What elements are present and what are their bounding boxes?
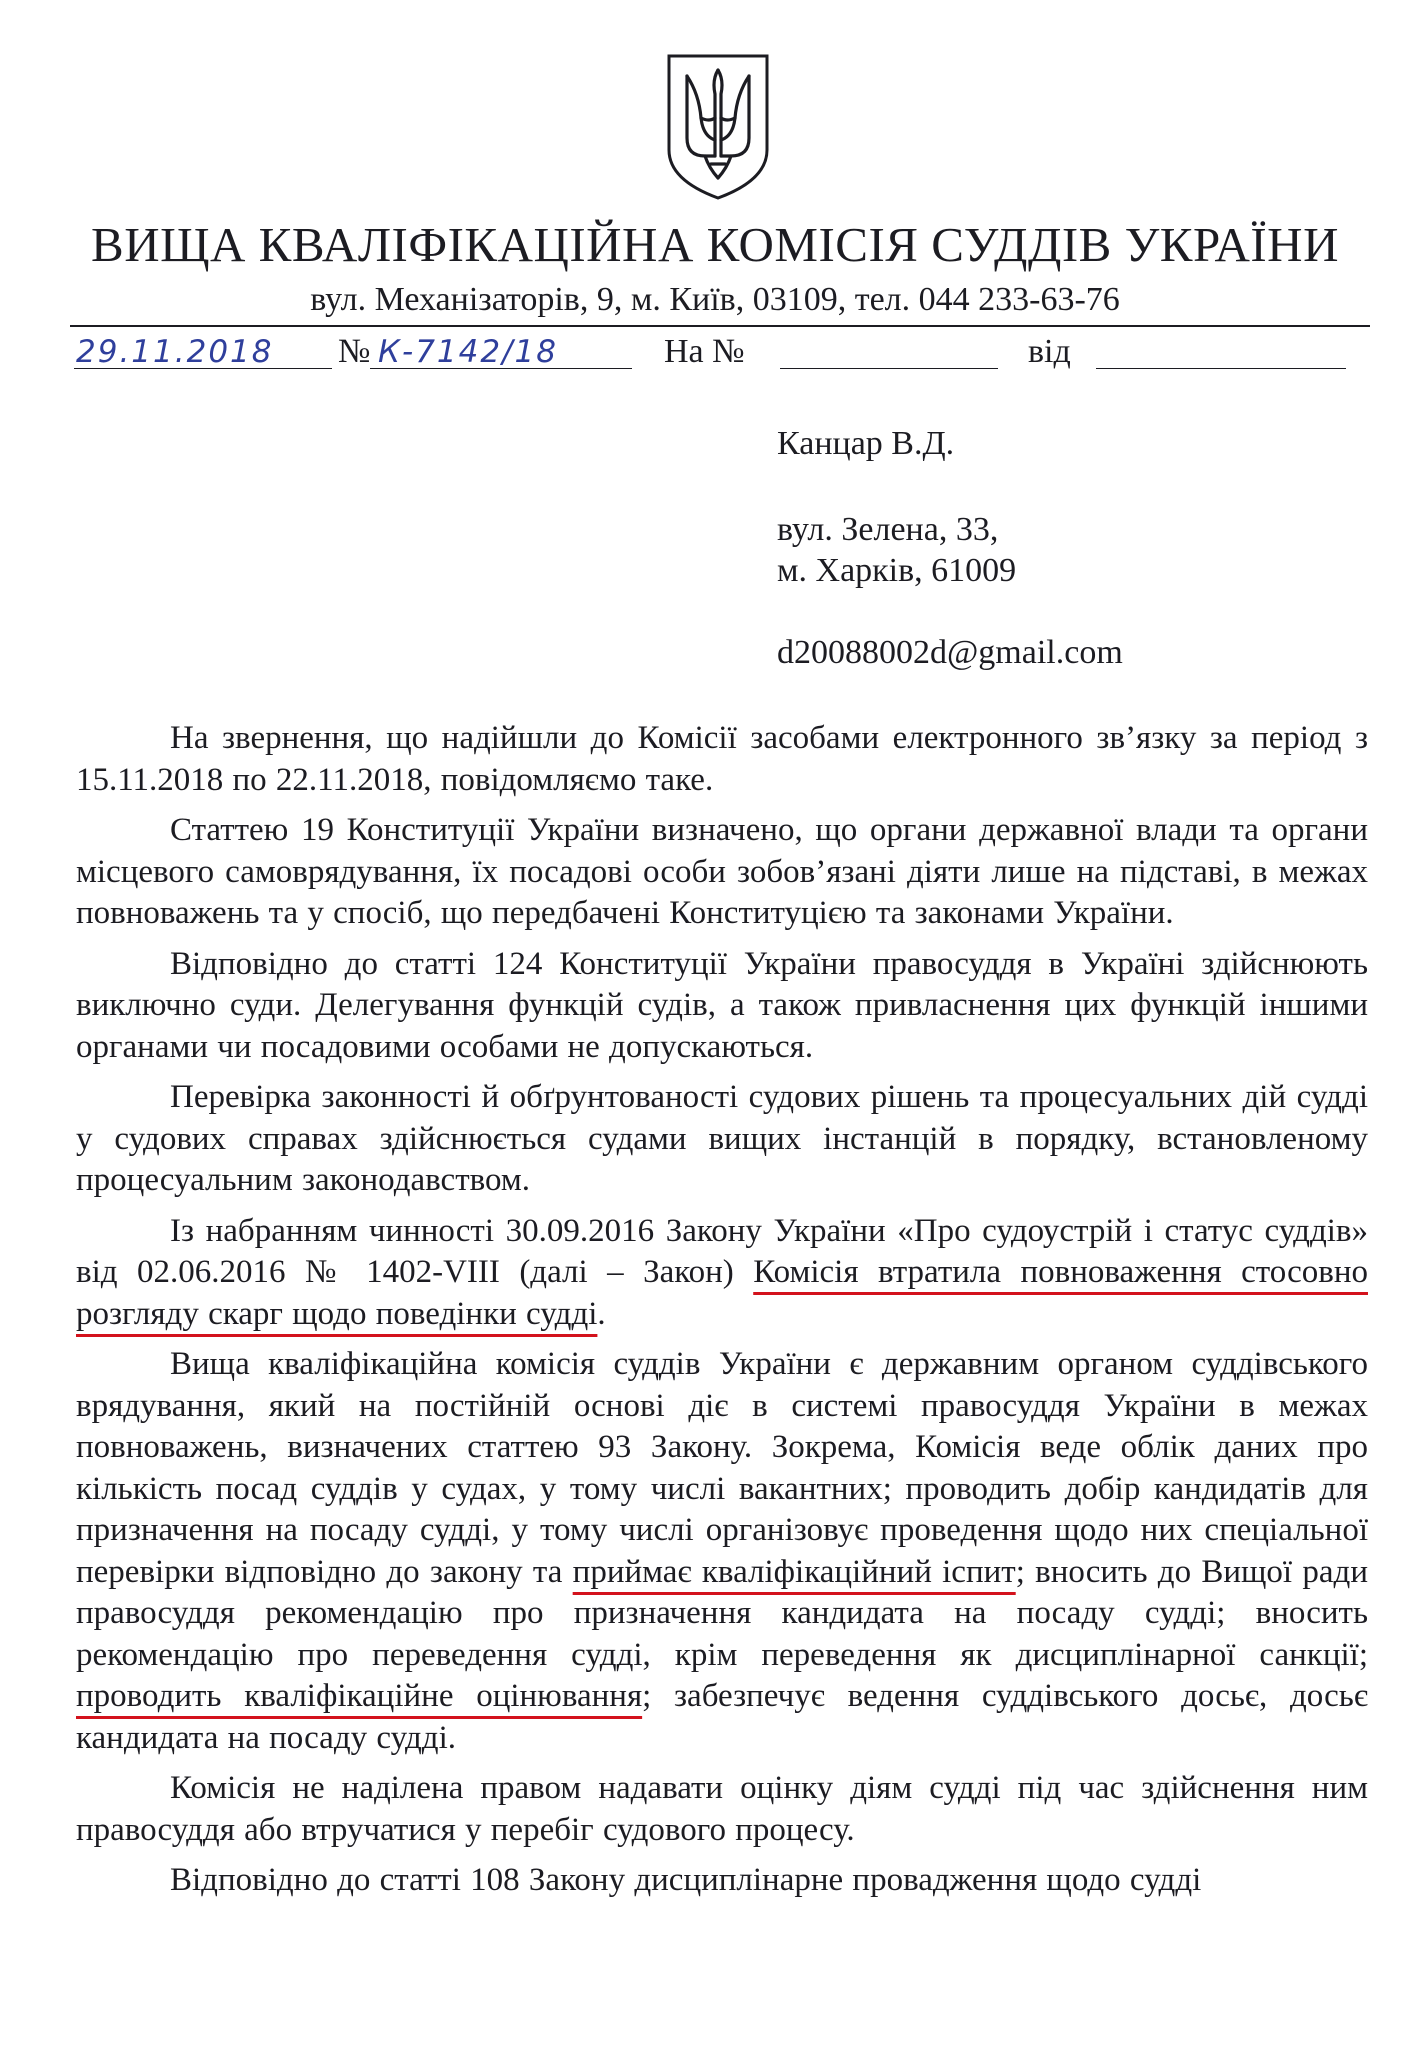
paragraph-6-text: Вища кваліфікаційна комісія суддів України є державним органом суддівського врядування, який на постійній основі діє в системі правосуддя України в межах повноважень, визначених статтею 93 Закону. Зокрема, Комісія веде облік даних про кількість посад суддів у судах, у тому числі вакантних; проводить добір кандидатів для призначення на посаду судді, у тому числі організовує проведення щодо них спеціальної перевірки відповідно до закону та [76, 1346, 1368, 1590]
paragraph-8: Відповідно до статті 108 Закону дисциплінарне провадження щодо судді [170, 1862, 1202, 1898]
paragraph-4: Перевірка законності й обґрунтованості судових рішень та процесуальних дій судді у судових справах здійснюється судами вищих інстанцій в порядку, встановленому процесуальним законодавством. [76, 1079, 1368, 1198]
date-line [74, 368, 332, 369]
coat-of-arms-icon [665, 52, 771, 202]
paragraph-5-text: Із набранням чинності 30.09.2016 Закону України «Про судоустрій і статус суддів» від 02.06.2016 № 1402-VIII (далі – Закон) [76, 1212, 1368, 1290]
recipient-name: Канцар В.Д. [777, 425, 955, 462]
organization-name: ВИЩА КВАЛІФІКАЦІЙНА КОМІСІЯ СУДДІВ УКРАЇНИ [91, 217, 1339, 272]
reply-date-line [1096, 368, 1346, 369]
page-bottom-edge [0, 2052, 1428, 2061]
organization-address: вул. Механізаторів, 9, м. Київ, 03109, тел. 044 233-63-76 [310, 281, 1120, 318]
highlighted-phrase-lost-powers: Комісія втратила повноваження стосовно розгляду скарг щодо поведінки судді [76, 1254, 1368, 1332]
highlighted-phrase-exam: приймає кваліфікаційний іспит [572, 1553, 1016, 1590]
paragraph-6 [76, 1344, 1368, 1759]
recipient-street: вул. Зелена, 33, [777, 511, 999, 548]
paragraph-7: Комісія не наділена правом надавати оцінку діям судді під час здійснення ним правосуддя або втручатися у перебіг судового процесу. [76, 1770, 1368, 1848]
reply-number-line [780, 368, 998, 369]
paragraph-2: Статтею 19 Конституції України визначено, що органи державної влади та органи місцевого самоврядування, їх посадові особи зобов’язані діяти лише на підставі, в межах повноважень та у спосіб, що передбачені Конституцією та законами України. [76, 812, 1368, 931]
outgoing-number: К-7142/18 [378, 334, 558, 370]
from-label: від [1028, 333, 1071, 370]
paragraph-5-end: . [597, 1295, 606, 1332]
paragraph-1: На звернення, що надійшли до Комісії засобами електронного зв’язку за період з 15.11.2018 по 22.11.2018, повідомляємо таке. [76, 720, 1368, 798]
recipient-email: d20088002d@gmail.com [777, 634, 1123, 671]
paragraph-6-middle: ; вносить до Вищої ради правосуддя рекомендацію про призначення кандидата на посаду судді; вносить рекомендацію про переведення судді, крім переведення як дисциплінарної санкції; [76, 1553, 1368, 1673]
outgoing-date: 29.11.2018 [76, 334, 274, 370]
number-label: № [338, 333, 371, 370]
paragraph-6-end: ; забезпечує ведення суддівського досьє, досьє кандидата на посаду судді. [76, 1678, 1368, 1756]
header-divider [70, 325, 1370, 327]
recipient-city: м. Харків, 61009 [777, 552, 1017, 589]
highlighted-phrase-evaluation: проводить кваліфікаційне оцінювання [76, 1678, 643, 1714]
letter-body [76, 718, 1368, 1911]
paragraph-3: Відповідно до статті 124 Конституції України правосуддя в Україні здійснюють виключно суди. Делегування функцій судів, а також привласнення цих функцій іншими органами чи посадовими особами не допускаються. [76, 945, 1368, 1065]
reply-to-label: На № [664, 333, 745, 370]
paragraph-5 [76, 1211, 1368, 1336]
number-line [370, 368, 632, 369]
